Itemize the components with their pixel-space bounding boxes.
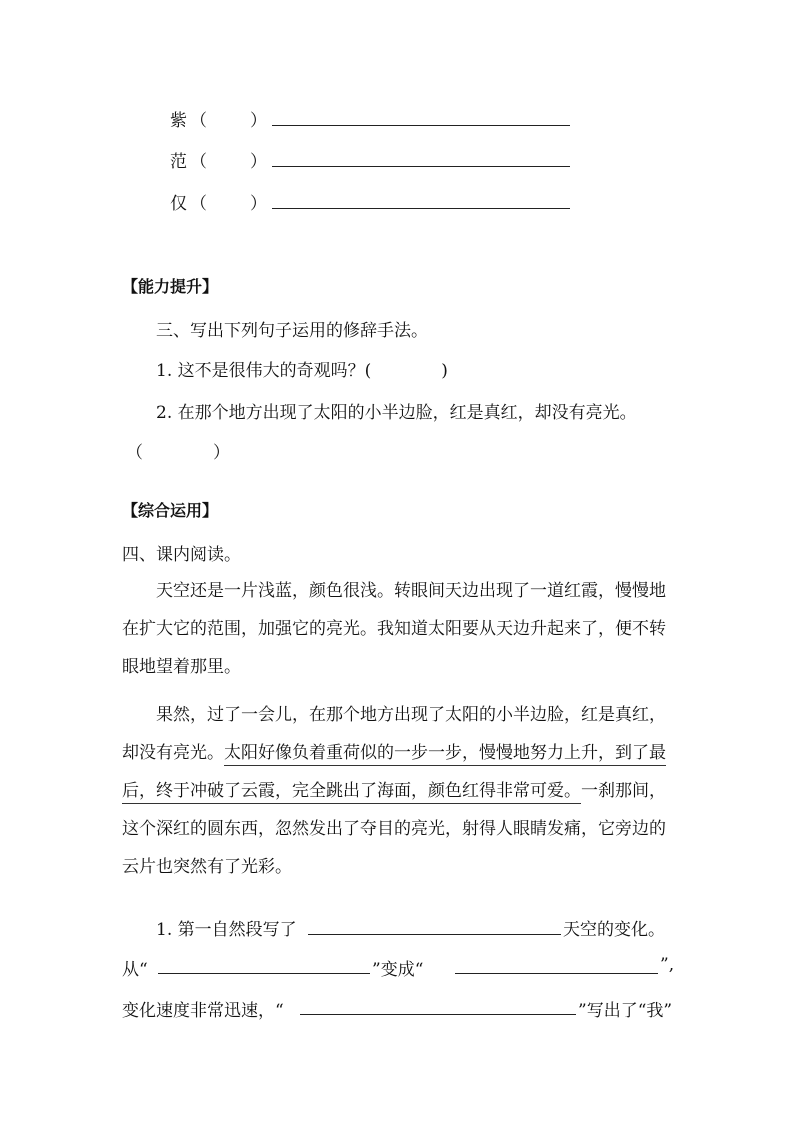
- vocab-char: 范: [170, 152, 187, 172]
- paren-open: （: [190, 111, 207, 131]
- reading-paragraph-2: 果然，过了一会儿，在那个地方出现了太阳的小半边脸，红是真红，却没有亮光。太阳好像负着重荷似的一步一步，慢慢地努力上升，到了最后，终于冲破了云霞，完全跳出了海面，颜色红得非常可爱。一刹那间，这个深红的圆东西，忽然发出了夺目的亮光，射得人眼睛发痛，它旁边的云片也突然有了光彩。: [122, 705, 666, 877]
- answer-line[interactable]: [158, 973, 370, 974]
- vocab-char: 紫: [170, 111, 187, 131]
- question-2-answer: （ ）: [126, 443, 230, 463]
- instruction-rhetoric: 三、写出下列句子运用的修辞手法。: [156, 321, 428, 341]
- answer-line[interactable]: [300, 1014, 576, 1015]
- reading-question-1: 1. 第一自然段写了: [156, 920, 297, 940]
- answer-line[interactable]: [455, 973, 658, 974]
- speed-label: 变化速度非常迅速，“: [122, 1001, 284, 1021]
- paren-close: ）: [250, 152, 267, 172]
- question-2: 2. 在那个地方出现了太阳的小半边脸，红是真红，却没有亮光。: [156, 403, 637, 423]
- question-1-tail: ”写出了“我”: [578, 1001, 673, 1021]
- instruction-reading: 四、课内阅读。: [122, 545, 241, 565]
- paren-close: ）: [250, 111, 267, 131]
- reading-paragraph-1: 天空还是一片浅蓝，颜色很浅。转眼间天边出现了一道红霞，慢慢地在扩大它的范围，加强它的亮光。我知道太阳要从天边升起来了，便不转眼地望着那里。: [122, 581, 666, 677]
- close-quote: ”,: [660, 955, 675, 975]
- question-1: 1. 这不是很伟大的奇观吗？( ): [156, 361, 448, 381]
- section-heading-ability: 【能力提升】: [122, 277, 219, 296]
- paren-open: （: [190, 152, 207, 172]
- from-label: 从“: [122, 960, 148, 980]
- answer-line[interactable]: [272, 208, 570, 209]
- answer-line[interactable]: [272, 166, 570, 167]
- becomes-label: ”变成“: [372, 960, 424, 980]
- answer-line[interactable]: [272, 125, 570, 126]
- paren-open: （: [190, 194, 207, 214]
- answer-line[interactable]: [308, 934, 561, 935]
- question-1-suffix: 天空的变化。: [563, 920, 665, 940]
- underlined-sentence: 太阳好像负着重荷似的一步一步，慢慢地努力上升，到了最后，终于冲破了云霞，完全跳出了海面，颜色红得非常可爱。: [122, 743, 666, 804]
- section-heading-comprehensive: 【综合运用】: [122, 501, 219, 520]
- vocab-char: 仅: [170, 194, 187, 214]
- paren-close: ）: [250, 194, 267, 214]
